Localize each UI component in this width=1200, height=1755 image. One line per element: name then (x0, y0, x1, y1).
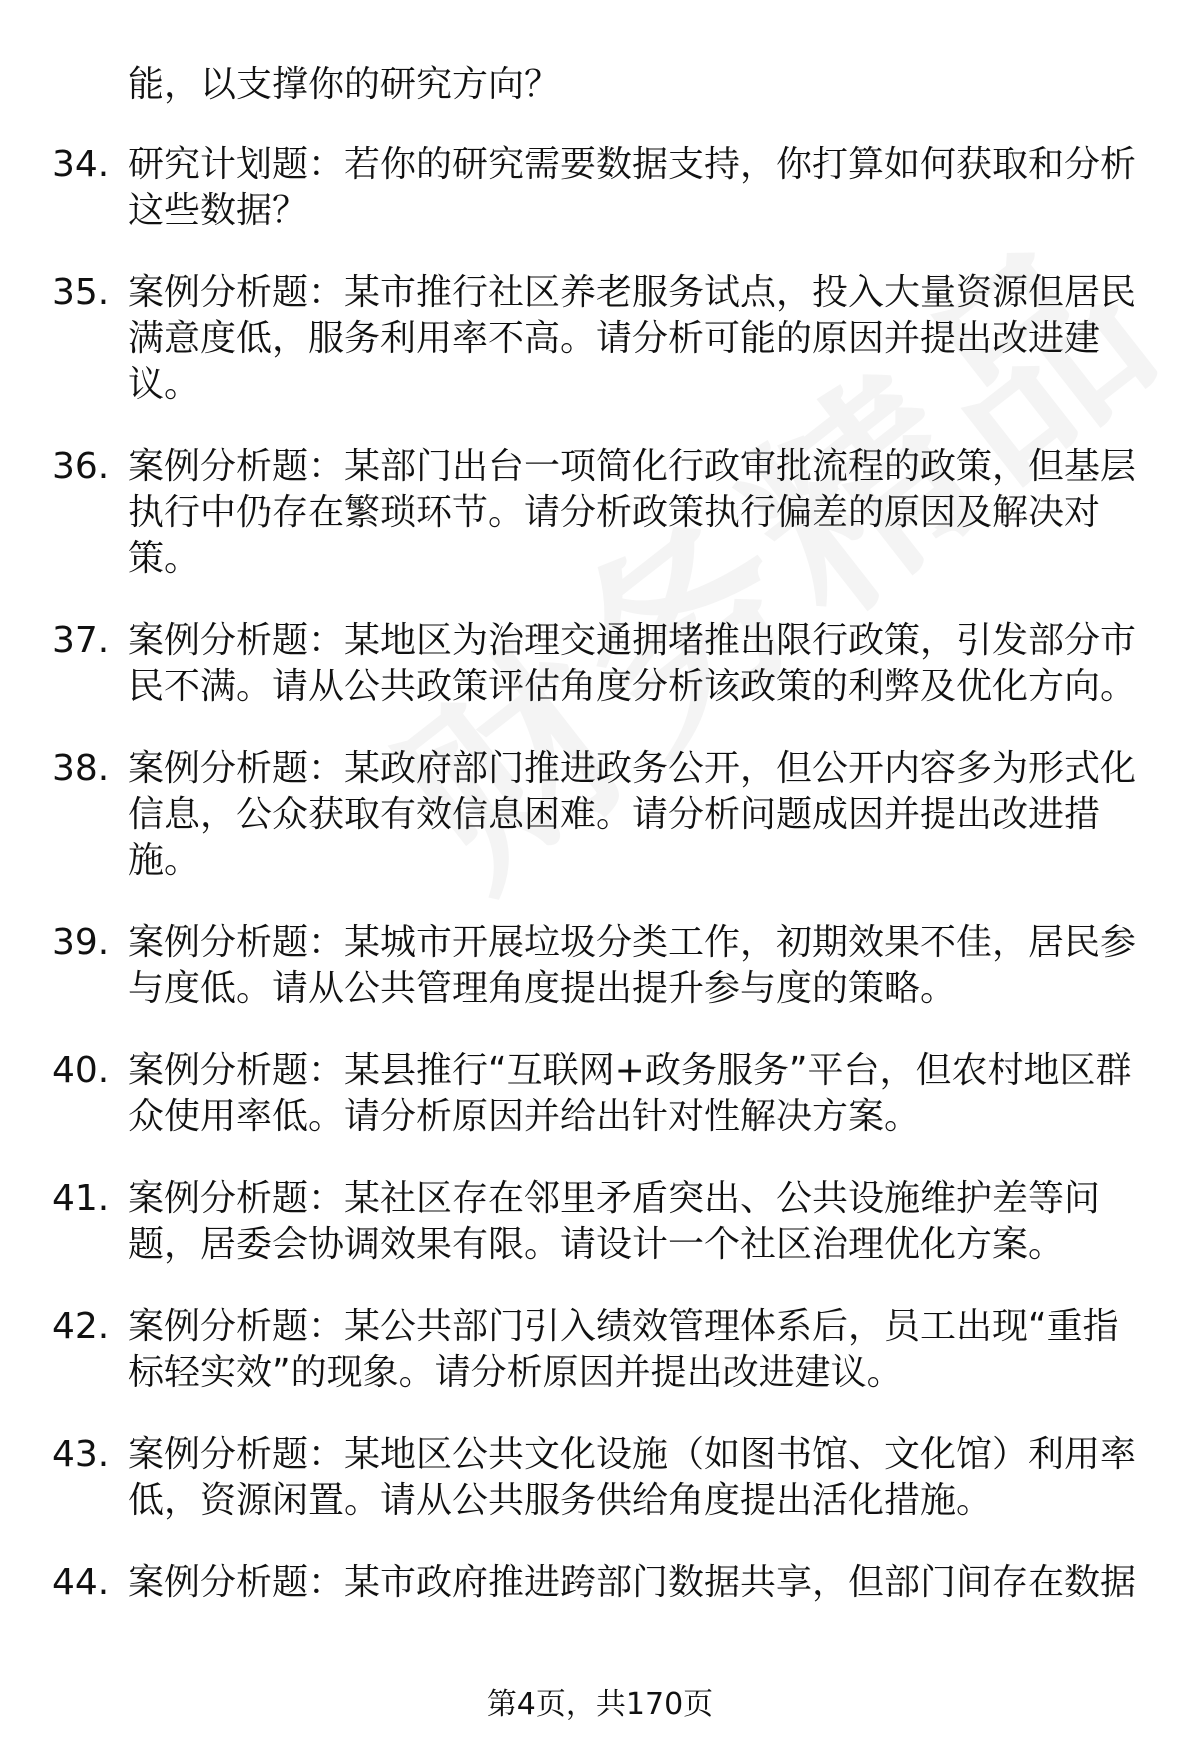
question-item (52, 618, 1152, 710)
question-item (52, 746, 1152, 884)
question-text: 案例分析题：某政府部门推进政务公开，但公开内容多为形式化信息，公众获取有效信息困难。请分析问题成因并提出改进措施。 (128, 748, 1137, 881)
question-number: 41. (52, 1178, 110, 1219)
question-item (52, 1176, 1152, 1268)
question-text: 案例分析题：某社区存在邻里矛盾突出、公共设施维护差等问题，居委会协调效果有限。请设计一个社区治理优化方案。 (128, 1178, 1101, 1265)
question-text: 案例分析题：某部门出台一项简化行政审批流程的政策，但基层执行中仍存在繁琐环节。请分析政策执行偏差的原因及解决对策。 (128, 446, 1137, 579)
question-text: 案例分析题：某市推行社区养老服务试点，投入大量资源但居民满意度低，服务利用率不高。请分析可能的原因并提出改进建议。 (128, 272, 1137, 405)
question-number: 44. (52, 1562, 110, 1603)
question-item (52, 142, 1152, 234)
question-item (52, 1560, 1152, 1606)
question-item (52, 1048, 1152, 1140)
question-text: 案例分析题：某县推行“互联网+政务服务”平台，但农村地区群众使用率低。请分析原因并给出针对性解决方案。 (128, 1050, 1132, 1137)
question-item (52, 920, 1152, 1012)
continuation-text: 能，以支撑你的研究方向？ (128, 64, 561, 105)
question-number: 34. (52, 144, 110, 185)
question-text: 研究计划题：若你的研究需要数据支持，你打算如何获取和分析这些数据？ (128, 144, 1137, 231)
question-text: 案例分析题：某城市开展垃圾分类工作，初期效果不佳，居民参与度低。请从公共管理角度提出提升参与度的策略。 (128, 922, 1137, 1009)
question-number: 36. (52, 446, 110, 487)
question-number: 40. (52, 1050, 110, 1091)
question-number: 38. (52, 748, 110, 789)
question-number: 43. (52, 1434, 110, 1475)
question-list (52, 62, 1152, 1642)
question-item (52, 270, 1152, 408)
question-item (52, 444, 1152, 582)
question-number: 42. (52, 1306, 110, 1347)
question-item (52, 1432, 1152, 1524)
question-number: 39. (52, 922, 110, 963)
question-number: 35. (52, 272, 110, 313)
question-number: 37. (52, 620, 110, 661)
page-footer: 第4页，共170页 (486, 1687, 714, 1722)
question-text: 案例分析题：某市政府推进跨部门数据共享，但部门间存在数据 (128, 1562, 1137, 1603)
question-text: 案例分析题：某公共部门引入绩效管理体系后，员工出现“重指标轻实效”的现象。请分析原因并提出改进建议。 (128, 1306, 1119, 1393)
question-item (52, 1304, 1152, 1396)
question-text: 案例分析题：某地区为治理交通拥堵推出限行政策，引发部分市民不满。请从公共政策评估角度分析该政策的利弊及优化方向。 (128, 620, 1137, 707)
question-text: 案例分析题：某地区公共文化设施（如图书馆、文化馆）利用率低，资源闲置。请从公共服务供给角度提出活化措施。 (128, 1434, 1137, 1521)
